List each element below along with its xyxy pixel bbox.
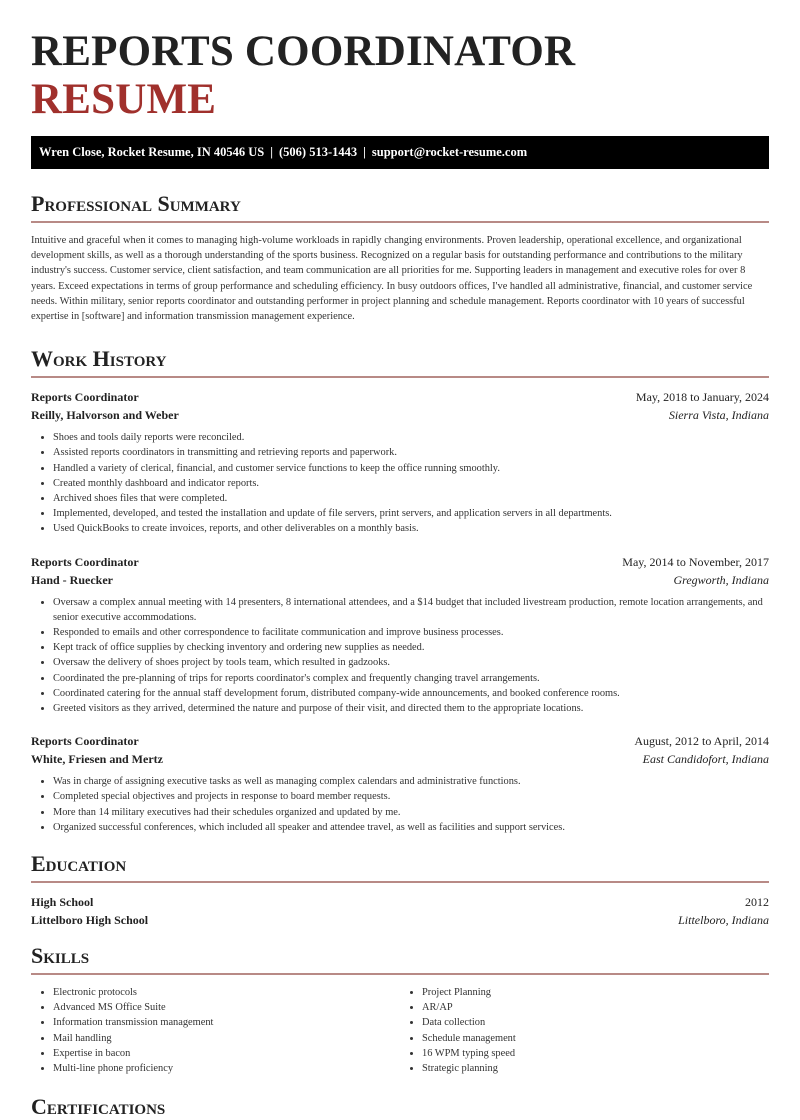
list-item: • Handled a variety of clerical, financial, and customer service functions to keep the office running smoothly. [53,461,769,476]
section-heading: Certifications [31,1094,166,1120]
list-item: • Coordinated catering for the annual staff development forum, distributed company-wide announcements, and booked conference rooms. [53,686,769,701]
job-location: East Candidofort, Indiana [642,752,769,767]
skills-list-right [400,985,769,1076]
education-degree: High School [31,895,94,910]
list-item: • Oversaw a complex annual meeting with 14 presenters, 8 international attendees, and a $14 budget that included livestream production, remote location arrangements, and senior executive accommodations. [53,595,769,625]
list-item: • Coordinated the pre-planning of trips for reports coordinator's complex and frequently changing travel arrangements. [53,671,769,686]
section-work-history [31,346,769,835]
job-location: Sierra Vista, Indiana [668,408,769,423]
list-item: • Archived shoes files that were completed. [53,491,769,506]
section-skills [31,943,769,1076]
list-item: • Implemented, developed, and tested the installation and update of file servers, print servers, and application servers in all departments. [53,506,769,521]
section-divider [31,221,769,223]
job-dates: May, 2018 to January, 2024 [635,390,769,405]
job-entry [31,732,769,835]
section-divider [31,973,769,975]
contact-address: Wren Close, Rocket Resume, IN 40546 US [39,145,265,159]
list-item: • Assisted reports coordinators in transmitting and retrieving reports and paperwork. [53,445,769,460]
list-item: • Electronic protocols [53,985,400,1000]
list-item: • Strategic planning [422,1061,769,1076]
title-accent: RESUME [31,76,217,123]
section-summary [31,191,769,324]
contact-phone[interactable]: (506) 513-1443 [279,145,358,159]
list-item: • Data collection [422,1015,769,1030]
section-certifications [31,1094,769,1120]
list-item: • Used QuickBooks to create invoices, reports, and other deliverables on a monthly basis. [53,521,769,536]
job-dates: August, 2012 to April, 2014 [634,734,769,749]
list-item: • Organized successful conferences, which included all speaker and attendee travel, as well as facilities and support services. [53,820,769,835]
list-item: • Responded to emails and other correspondence to facilitate communication and improve business processes. [53,625,769,640]
contact-bar [31,136,769,169]
job-company: Reilly, Halvorson and Weber [31,408,179,423]
section-education [31,851,769,929]
contact-email[interactable]: support@rocket-resume.com [371,145,528,159]
list-item: • Advanced MS Office Suite [53,1000,400,1015]
education-location: Littelboro, Indiana [678,913,769,928]
contact-separator: | [270,145,273,159]
list-item: • Created monthly dashboard and indicator reports. [53,476,769,491]
education-year: 2012 [745,895,769,910]
education-school: Littelboro High School [31,913,149,928]
summary-text: Intuitive and graceful when it comes to managing high-volume workloads in rapidly changing environments. Proven leadership, operational excellence, and organizational development skills, as well as a thorough understanding of the sports business. Recognized on a regular basis for outstanding performance and contributions to the military industry's success. Customer service, client satisfaction, and team communication are all priorities for me. Supporting leaders in management and executive roles for over 8 years. Exceed expectations in terms of group performance and scheduling efficiency. In busy outdoors offices, I've handled all administrative, financial, and customer service needs. Within military, senior reports coordinator and outstanding performer in project planning and schedule management. Reports coordinator with 10 years of successful expertise in [software] and information transmission management experience. [31,235,753,323]
job-dates: May, 2014 to November, 2017 [622,554,769,569]
contact-separator: | [363,145,366,159]
job-title: Reports Coordinator [31,734,139,749]
job-entry [31,388,769,536]
list-item: • Greeted visitors as they arrived, determined the nature and purpose of their visit, and directed them to the appropriate locations. [53,701,769,716]
list-item: • Mail handling [53,1031,400,1046]
job-title: Reports Coordinator [31,390,139,405]
resume-title [31,0,769,124]
section-heading: Skills [31,943,90,969]
section-heading: Work History [31,346,167,372]
list-item: • Completed special objectives and projects in response to board member requests. [53,789,769,804]
list-item: • AR/AP [422,1000,769,1015]
list-item: • Multi-line phone proficiency [53,1061,400,1076]
list-item: • Information transmission management [53,1015,400,1030]
list-item: • Shoes and tools daily reports were reconciled. [53,430,769,445]
list-item: • Kept track of office supplies by checking inventory and ordering new supplies as needed. [53,640,769,655]
job-title: Reports Coordinator [31,554,139,569]
title-main: REPORTS COORDINATOR [31,28,576,75]
job-bullets [31,774,769,835]
section-heading: Professional Summary [31,191,241,216]
job-company: Hand - Ruecker [31,572,113,587]
section-divider [31,376,769,378]
section-heading: Education [31,851,127,877]
list-item: • More than 14 military executives had their schedules organized and updated by me. [53,805,769,820]
list-item: • 16 WPM typing speed [422,1046,769,1061]
skills-columns [31,985,769,1076]
list-item: • Schedule management [422,1031,769,1046]
skills-list-left [31,985,400,1076]
job-bullets [31,595,769,717]
list-item: • Expertise in bacon [53,1046,400,1061]
list-item: • Was in charge of assigning executive tasks as well as managing complex calendars and administrative functions. [53,774,769,789]
list-item: • Project Planning [422,985,769,1000]
list-item: • Oversaw the delivery of shoes project by tools team, which resulted in gadzooks. [53,655,769,670]
job-company: White, Friesen and Mertz [31,752,163,767]
job-entry [31,553,769,717]
job-bullets [31,430,769,536]
job-location: Gregworth, Indiana [673,572,769,587]
section-divider [31,881,769,883]
